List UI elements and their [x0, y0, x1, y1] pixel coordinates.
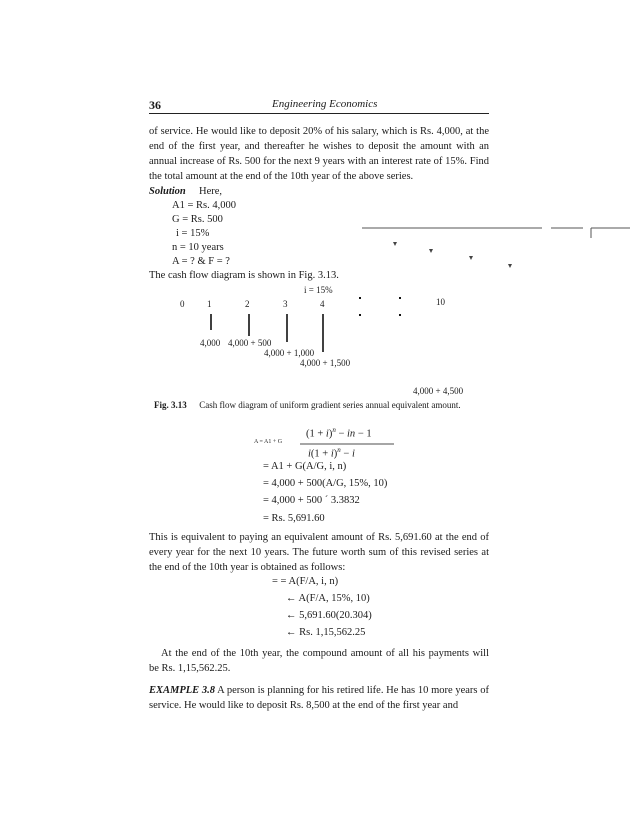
running-title: Engineering Economics — [272, 98, 378, 110]
interest-rate-label: i = 15% — [304, 285, 333, 295]
equation-step-1: = A1 + G(A/G, i, n) — [263, 461, 347, 472]
equation-step-3: = 4,000 + 500 ´ 3.3832 — [263, 495, 360, 506]
intro-line: annual increase of Rs. 500 for the next 9 years with an interest rate of 15%. Find — [149, 156, 489, 167]
period-label-1: 1 — [207, 299, 212, 309]
page-number: 36 — [149, 98, 161, 112]
equation-numerator: $(1 + i)^n$ − in − 1 — [306, 426, 372, 440]
example-paragraph — [149, 683, 489, 713]
intro-line: the total amount at the end of the 10th year of the above series. — [149, 171, 414, 182]
future-worth-step-3: ← 5,691.60(20.304) — [286, 610, 372, 621]
equation-step-4: = Rs. 5,691.60 — [263, 513, 325, 524]
period-label-0: 0 — [180, 299, 185, 309]
future-worth-step-2: ← A(F/A, 15%, 10) — [286, 593, 370, 604]
period-label-4: 4 — [320, 299, 325, 309]
future-worth-step-4: ← Rs. 1,15,562.25 — [286, 627, 366, 638]
conclusion-line: At the end of the 10th year, the compound amount of all his payments will — [161, 648, 489, 659]
amount-label-4: 4,000 + 1,500 — [300, 358, 351, 368]
example-line: service. He would like to deposit Rs. 8,500 at the end of the first year and — [149, 700, 459, 711]
intro-line: of service. He would like to deposit 20% of his salary, which is Rs. 4,000, at the — [149, 126, 489, 137]
solution-label: Solution — [149, 186, 186, 197]
conclusion-paragraph — [149, 646, 489, 676]
amount-label-2: 4,000 + 500 — [228, 338, 272, 348]
intro-line: end of the first year, and thereafter he wishes to deposit the amount with an — [149, 141, 489, 152]
example-line: A person is planning for his retired life. He has 10 more years of — [215, 685, 489, 696]
diagram-reference: The cash flow diagram is shown in Fig. 3.13. — [149, 270, 339, 281]
amount-label-10: 4,000 + 4,500 — [413, 386, 464, 396]
equivalent-line: This is equivalent to paying an equivalent amount of Rs. 5,691.60 at the end of — [149, 532, 489, 543]
period-label-3: 3 — [283, 299, 288, 309]
future-worth-step-1: = = A(F/A, i, n) — [272, 576, 339, 587]
given-i: i = 15% — [176, 228, 210, 239]
equation-step-2: = 4,000 + 500(A/G, 15%, 10) — [263, 478, 388, 489]
period-label-2: 2 — [245, 299, 250, 309]
equivalent-line: every year for the next 10 years. The future worth sum of this revised series at — [149, 547, 489, 558]
solution-here: Here, — [199, 186, 223, 197]
given-unknowns: A = ? & F = ? — [172, 256, 230, 267]
amount-label-3: 4,000 + 1,000 — [264, 348, 315, 358]
equivalent-paragraph — [149, 530, 489, 575]
conclusion-line: be Rs. 1,15,562.25. — [149, 663, 231, 674]
amount-label-1: 4,000 — [200, 338, 221, 348]
figure-caption-text: Cash flow diagram of uniform gradient series annual equivalent amount. — [199, 400, 461, 410]
equation-denominator: $i(1 + i)^n - i$ — [308, 446, 355, 460]
given-a1: A1 = Rs. 4,000 — [172, 200, 236, 211]
given-g: G = Rs. 500 — [172, 214, 223, 225]
period-label-10: 10 — [436, 297, 445, 307]
equation-lhs: A = A1 + G — [254, 439, 283, 445]
figure-number: Fig. 3.13 — [154, 400, 187, 410]
example-label: EXAMPLE 3.8 — [149, 685, 216, 696]
equivalent-line: the end of the 10th year is obtained as follows: — [149, 562, 346, 573]
given-n: n = 10 years — [172, 242, 224, 253]
